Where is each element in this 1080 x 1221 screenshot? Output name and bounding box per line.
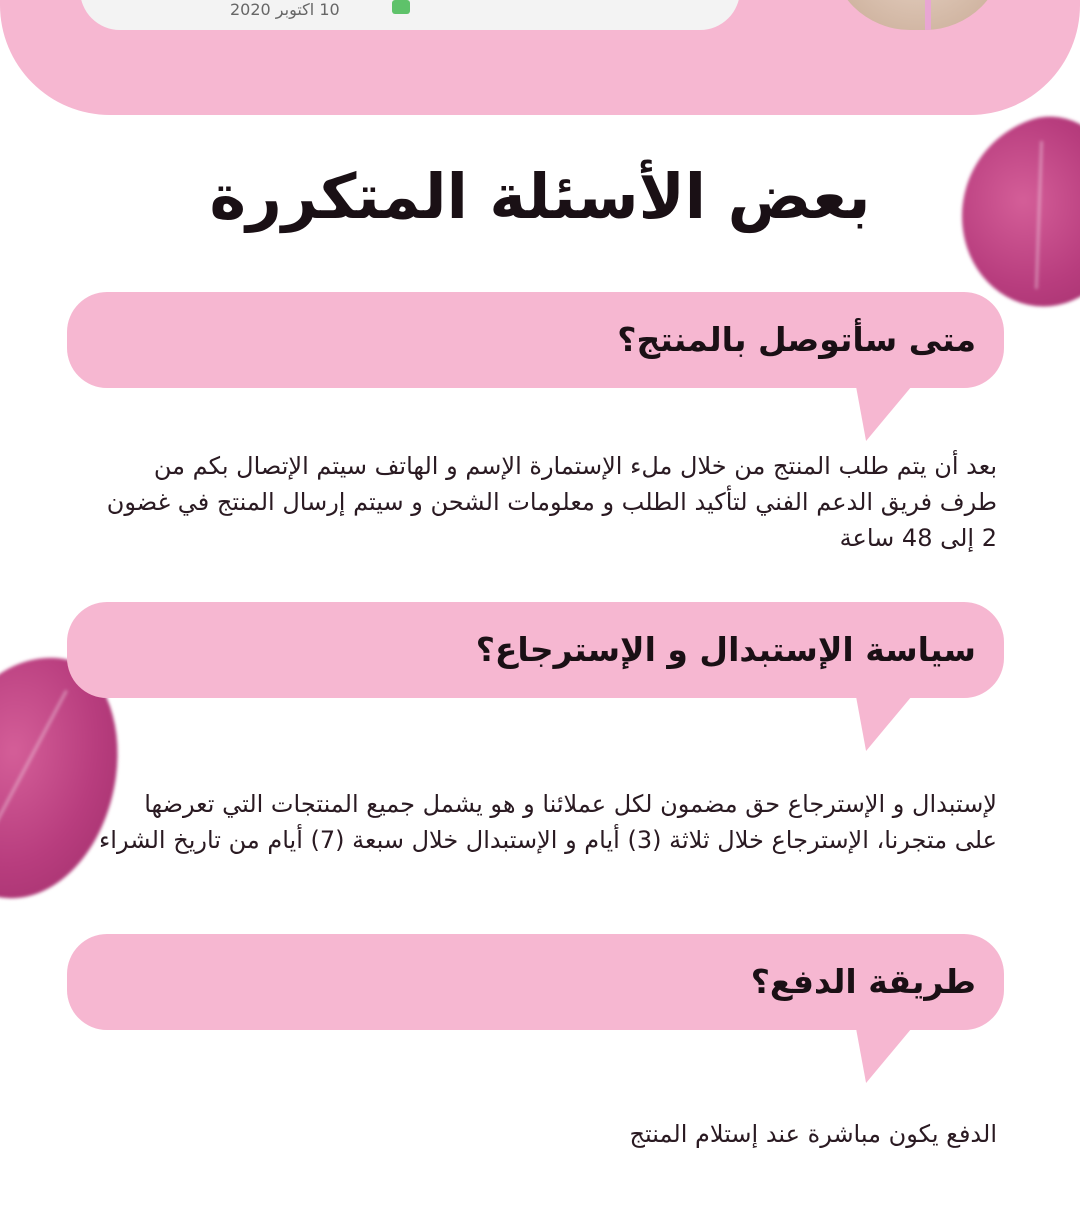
faq-answer: لإستبدال و الإسترجاع حق مضمون لكل عملائنا و هو يشمل جميع المنتجات التي تعرضها على متجرنا، الإسترجاع خلال ثلاثة (3) أيام و الإستبدال خلال سبعة (7) أيام من تاريخ الشراء [99,790,997,854]
faq-question: طريقة الدفع؟ [750,962,976,1001]
faq-question: متى سأتوصل بالمنتج؟ [617,320,976,359]
message-icon [392,0,410,14]
faq-question-bubble[interactable] [67,602,1004,698]
date-label: 10 اكتوبر 2020 [230,0,340,19]
faq-question-bubble[interactable] [67,934,1004,1030]
page-title: بعض الأسئلة المتكررة [209,160,871,233]
faq-answer: بعد أن يتم طلب المنتج من خلال ملء الإستمارة الإسم و الهاتف سيتم الإتصال بكم من طرف فريق الدعم الفني لتأكيد الطلب و معلومات الشحن و سيتم إرسال المنتج في غضون 2 إلى 48 ساعة [106,452,997,552]
faq-answer: الدفع يكون مباشرة عند إستلام المنتج [629,1120,997,1148]
faq-question: سياسة الإستبدال و الإسترجاع؟ [475,630,976,669]
top-card [80,0,740,30]
faq-question-bubble[interactable] [67,292,1004,388]
product-stick [925,0,931,30]
